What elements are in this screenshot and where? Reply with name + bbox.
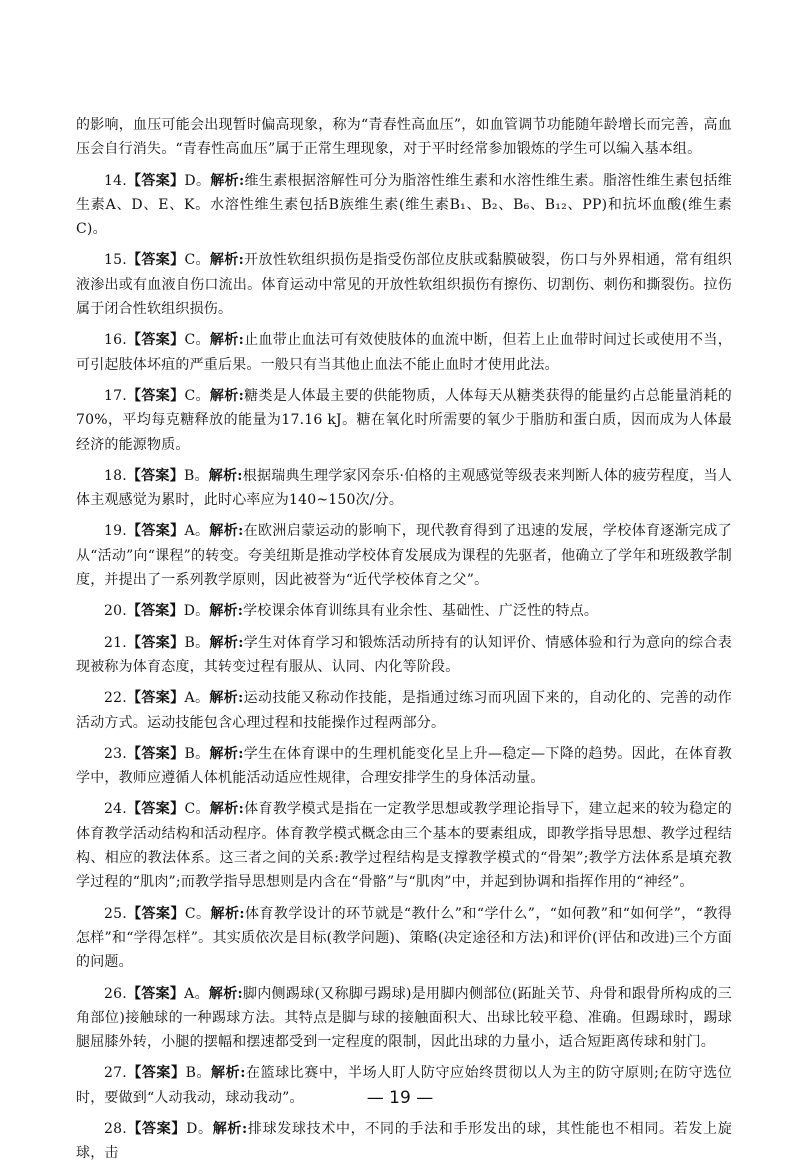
- answer-letter: B。: [184, 745, 210, 762]
- page-number: — 19 —: [366, 1088, 434, 1108]
- analysis-text: 体育教学设计的环节就是“教什么”和“学什么”，“如何教”和“如何学”，“教得怎样”和“学得怎样”。其实质依次是目标(教学问题)、策略(决定途径和方法)和评价(评估和改进)三个方面的问题。: [76, 905, 732, 971]
- answer-25: [76, 902, 732, 975]
- analysis-text: 学校课余体育训练具有业余性、基础性、广泛性的特点。: [243, 603, 599, 620]
- analysis-label: 解析:: [211, 1065, 246, 1082]
- answer-label: 【答案】: [126, 387, 185, 404]
- answer-label: 【答案】: [126, 690, 185, 707]
- analysis-text: 根据瑞典生理学家冈奈乐·伯格的主观感觉等级表来判断人体的疲劳程度，当人体主观感觉为累时，此时心率应为140~150次/分。: [76, 467, 732, 509]
- answer-letter: C。: [184, 332, 210, 349]
- answer-15: [76, 248, 732, 321]
- analysis-label: 解析:: [209, 603, 244, 620]
- question-number: 15.: [104, 252, 127, 269]
- analysis-text: 学生对体育学习和锻炼活动所持有的认知评价、情感体验和行为意向的综合表现被称为体育态度，其转变过程有服从、认同、内化等阶段。: [76, 634, 732, 675]
- analysis-label: 解析:: [208, 985, 243, 1002]
- paragraph-text: 的影响，血压可能会出现暂时偏高现象，称为“青春性高血压”，如血管调节功能随年龄增长而完善，高血压会自行消失。“青春性高血压”属于正常生理现象，对于平时经常参加锻炼的学生可以编入基本组。: [76, 117, 732, 158]
- question-number: 17.: [104, 387, 127, 404]
- answer-label: 【答案】: [126, 523, 185, 540]
- answer-letter: A。: [184, 985, 209, 1002]
- answer-14: [76, 169, 732, 242]
- question-number: 21.: [104, 634, 127, 651]
- question-number: 27.: [104, 1065, 127, 1082]
- answer-label: 【答案】: [126, 634, 185, 651]
- page-content: [76, 113, 732, 1173]
- question-number: 23.: [104, 745, 127, 762]
- answer-letter: C。: [184, 252, 210, 269]
- question-number: 20.: [104, 603, 127, 620]
- answer-label: 【答案】: [126, 985, 185, 1002]
- analysis-label: 解析:: [209, 801, 244, 818]
- analysis-text: 止血带止血法可有效使肢体的血流中断，但若上止血带时间过长或使用不当，可引起肢体坏疽的严重后果。一般只有当其他止血法不能止血时才使用此法。: [76, 332, 732, 373]
- answer-label: 【答案】: [126, 801, 185, 818]
- answer-letter: D。: [184, 172, 211, 189]
- analysis-label: 解析:: [209, 332, 244, 349]
- analysis-label: 解析:: [209, 387, 244, 404]
- answer-letter: A。: [184, 523, 210, 540]
- answer-23: [76, 742, 732, 791]
- analysis-label: 解析:: [208, 467, 243, 484]
- analysis-label: 解析:: [209, 690, 244, 707]
- question-number: 16.: [104, 332, 127, 349]
- question-number: 24.: [104, 801, 127, 818]
- analysis-text: 运动技能又称动作技能，是指通过练习而巩固下来的，自动化的、完善的动作活动方式。运动技能包含心理过程和技能操作过程两部分。: [76, 690, 732, 731]
- analysis-label: 解析:: [212, 1120, 248, 1137]
- question-number: 28.: [104, 1120, 127, 1137]
- answer-21: [76, 631, 732, 680]
- answer-16: [76, 328, 732, 377]
- question-number: 26.: [104, 985, 127, 1002]
- analysis-label: 解析:: [209, 523, 244, 540]
- answer-label: 【答案】: [126, 1120, 187, 1137]
- question-number: 18.: [104, 467, 127, 484]
- answer-26: [76, 982, 732, 1055]
- answer-letter: B。: [184, 634, 210, 651]
- answer-letter: D。: [186, 1120, 213, 1137]
- answer-label: 【答案】: [126, 603, 184, 620]
- analysis-label: 解析:: [209, 745, 244, 762]
- answer-label: 【答案】: [126, 252, 185, 269]
- analysis-text: 在欧洲启蒙运动的影响下，现代教育得到了迅速的发展，学校体育逐渐完成了从“活动”向“课程”的转变。夸美纽斯是推动学校体育发展成为课程的先驱者，他确立了学年和班级教学制度，并提出了一系列教学原则，因此被誉为“近代学校体育之父”。: [76, 523, 732, 589]
- answer-label: 【答案】: [126, 172, 185, 189]
- question-number: 14.: [104, 172, 127, 189]
- answer-label: 【答案】: [126, 905, 185, 922]
- analysis-label: 解析:: [209, 252, 244, 269]
- analysis-text: 学生在体育课中的生理机能变化呈上升—稳定—下降的趋势。因此，在体育教学中，教师应遵循人体机能活动适应性规律，合理安排学生的身体活动量。: [76, 745, 732, 787]
- question-number: 25.: [104, 905, 127, 922]
- analysis-text: 体育教学模式是指在一定教学思想或教学理论指导下，建立起来的较为稳定的体育教学活动结构和活动程序。体育教学模式概念由三个基本的要素组成，即教学指导思想、教学过程结构、相应的教法体系。这三者之间的关系:教学过程结构是支撑教学模式的“骨架”;教学方法体系是填充教学过程的“肌肉”;而教学指导思想则是内含在“骨骼”与“肌肉”中，并起到协调和指挥作用的“神经”。: [76, 801, 732, 891]
- answer-label: 【答案】: [126, 745, 185, 762]
- answer-22: [76, 686, 732, 735]
- answer-label: 【答案】: [126, 1065, 186, 1082]
- answer-17: [76, 384, 732, 457]
- answer-18: [76, 464, 732, 513]
- answer-letter: C。: [184, 905, 211, 922]
- analysis-text: 维生素根据溶解性可分为脂溶性维生素和水溶性维生素。脂溶性维生素包括维生素A、D、E、K。水溶性维生素包括B族维生素(维生素B₁、B₂、B₆、B₁₂、PP)和抗坏血酸(维生素C)。: [76, 172, 732, 238]
- answer-letter: A。: [184, 690, 210, 707]
- paragraph-continued: [76, 113, 732, 162]
- answer-label: 【答案】: [126, 332, 185, 349]
- analysis-text: 糖类是人体最主要的供能物质，人体每天从糖类获得的能量约占总能量消耗的70%，平均每克糖释放的能量为17.16 kJ。糖在氧化时所需要的氧少于脂肪和蛋白质，因而成为人体最经济的能源物质。: [76, 387, 732, 453]
- answer-letter: B。: [183, 467, 209, 484]
- analysis-text: 脚内侧踢球(又称脚弓踢球)是用脚内侧部位(跖趾关节、舟骨和跟骨所构成的三角部位)接触球的一种踢球方法。其特点是脚与球的接触面积大、出球比较平稳、准确。但踢球时，踢球腿屈膝外转，小腿的摆幅和摆速都受到一定程度的限制，因此出球的力量小，适合短距离传球和射门。: [76, 985, 732, 1051]
- question-number: 19.: [104, 523, 127, 540]
- analysis-label: 解析:: [210, 905, 245, 922]
- answer-letter: B。: [185, 1065, 212, 1082]
- question-number: 22.: [104, 690, 127, 707]
- answer-letter: D。: [183, 603, 210, 620]
- answer-label: 【答案】: [126, 467, 184, 484]
- answer-24: [76, 797, 732, 894]
- answer-19: [76, 519, 732, 592]
- answer-letter: C。: [184, 387, 210, 404]
- analysis-text: 在篮球比赛中，半场人盯人防守应始终贯彻以人为主的防守原则;在防守选位时，要做到“人动我动，球动我动”。: [76, 1065, 732, 1106]
- analysis-text: 开放性软组织损伤是指受伤部位皮肤或黏膜破裂，伤口与外界相通，常有组织液渗出或有血液自伤口流出。体育运动中常见的开放性软组织损伤有擦伤、切割伤、刺伤和撕裂伤。拉伤属于闭合性软组织损伤。: [76, 252, 732, 318]
- analysis-text: 排球发球技术中，不同的手法和手形发出的球，其性能也不相同。若发上旋球，击: [76, 1120, 732, 1162]
- answer-letter: C。: [184, 801, 210, 818]
- analysis-label: 解析:: [210, 172, 245, 189]
- analysis-label: 解析:: [209, 634, 244, 651]
- answer-20: [76, 599, 732, 623]
- answer-28: [76, 1117, 732, 1166]
